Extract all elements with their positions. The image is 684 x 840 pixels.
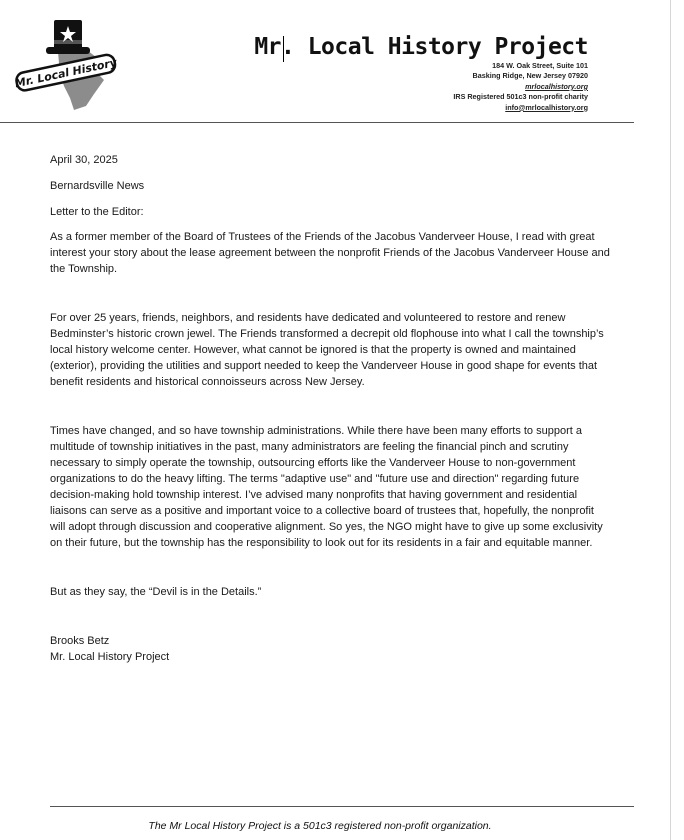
top-hat-icon <box>46 20 90 54</box>
letter-recipient: Bernardsville News <box>50 180 145 192</box>
address-line1: 184 W. Oak Street, Suite 101 <box>492 61 588 70</box>
signature-block <box>50 633 610 665</box>
signature-name: Brooks Betz <box>50 635 110 647</box>
paragraph-2: For over 25 years, friends, neighbors, and residents have dedicated and volunteered to restore and renew Bedminster’s historic crown jewel. The Friends transformed a decrepit old flophouse into what I call the township’s local history welcome center. However, what cannot be ignored is that the property is owned and maintained (exterior), providing the utilities and support needed to keep the Vanderveer House in good shape for events that benefit residents and historical connoisseurs across New Jersey. <box>50 312 604 388</box>
letter-body <box>50 152 610 665</box>
letter-salutation: Letter to the Editor: <box>50 206 144 218</box>
website-link[interactable]: mrlocalhistory.org <box>525 81 588 91</box>
letter-date: April 30, 2025 <box>50 154 118 166</box>
logo-text: Mr. Local History <box>14 55 118 91</box>
footer-text: The Mr Local History Project is a 501c3 registered non-profit organization. <box>148 820 492 832</box>
address-line2: Basking Ridge, New Jersey 07920 <box>472 71 588 81</box>
email-link[interactable]: info@mrlocalhistory.org <box>505 102 588 112</box>
paragraph-3: Times have changed, and so have township administrations. While there have been many efforts to support a multitude of township initiatives in the past, many administrators are feeling the financial pinch and scrutiny necessary to simply operate the township, outsourcing efforts like the Vanderveer House to non-government organizations to do the heavy lifting. The terms "adaptive use" and "future use and direction" regarding future decision-making hold township interest. I’ve advised many nonprofits that having government and residential liaisons can serve as a positive and important voice to a collective board of trustees that, hopefully, the nonprofit will adopt through discussion and cooperative alignment. So yes, the NGO might have to give up some exclusivity on their future, but the township has the responsibility to look out for its residents in a fair and equitable manner. <box>50 425 603 549</box>
logo <box>14 14 120 112</box>
header-divider <box>0 122 634 123</box>
signature-org: Mr. Local History Project <box>50 651 170 663</box>
address-block <box>453 61 588 113</box>
org-name: Mr. Local History Project <box>254 34 588 60</box>
footer-divider <box>50 806 634 807</box>
charity-status: IRS Registered 501c3 non-profit charity <box>453 92 588 102</box>
paragraph-1: As a former member of the Board of Trustees of the Friends of the Jacobus Vanderveer House, I read with great interest your story about the lease agreement between the nonprofit Friends of the Jacobus Vanderveer House and the Township. <box>50 231 610 275</box>
closing-line: But as they say, the “Devil is in the Details.” <box>50 586 262 598</box>
